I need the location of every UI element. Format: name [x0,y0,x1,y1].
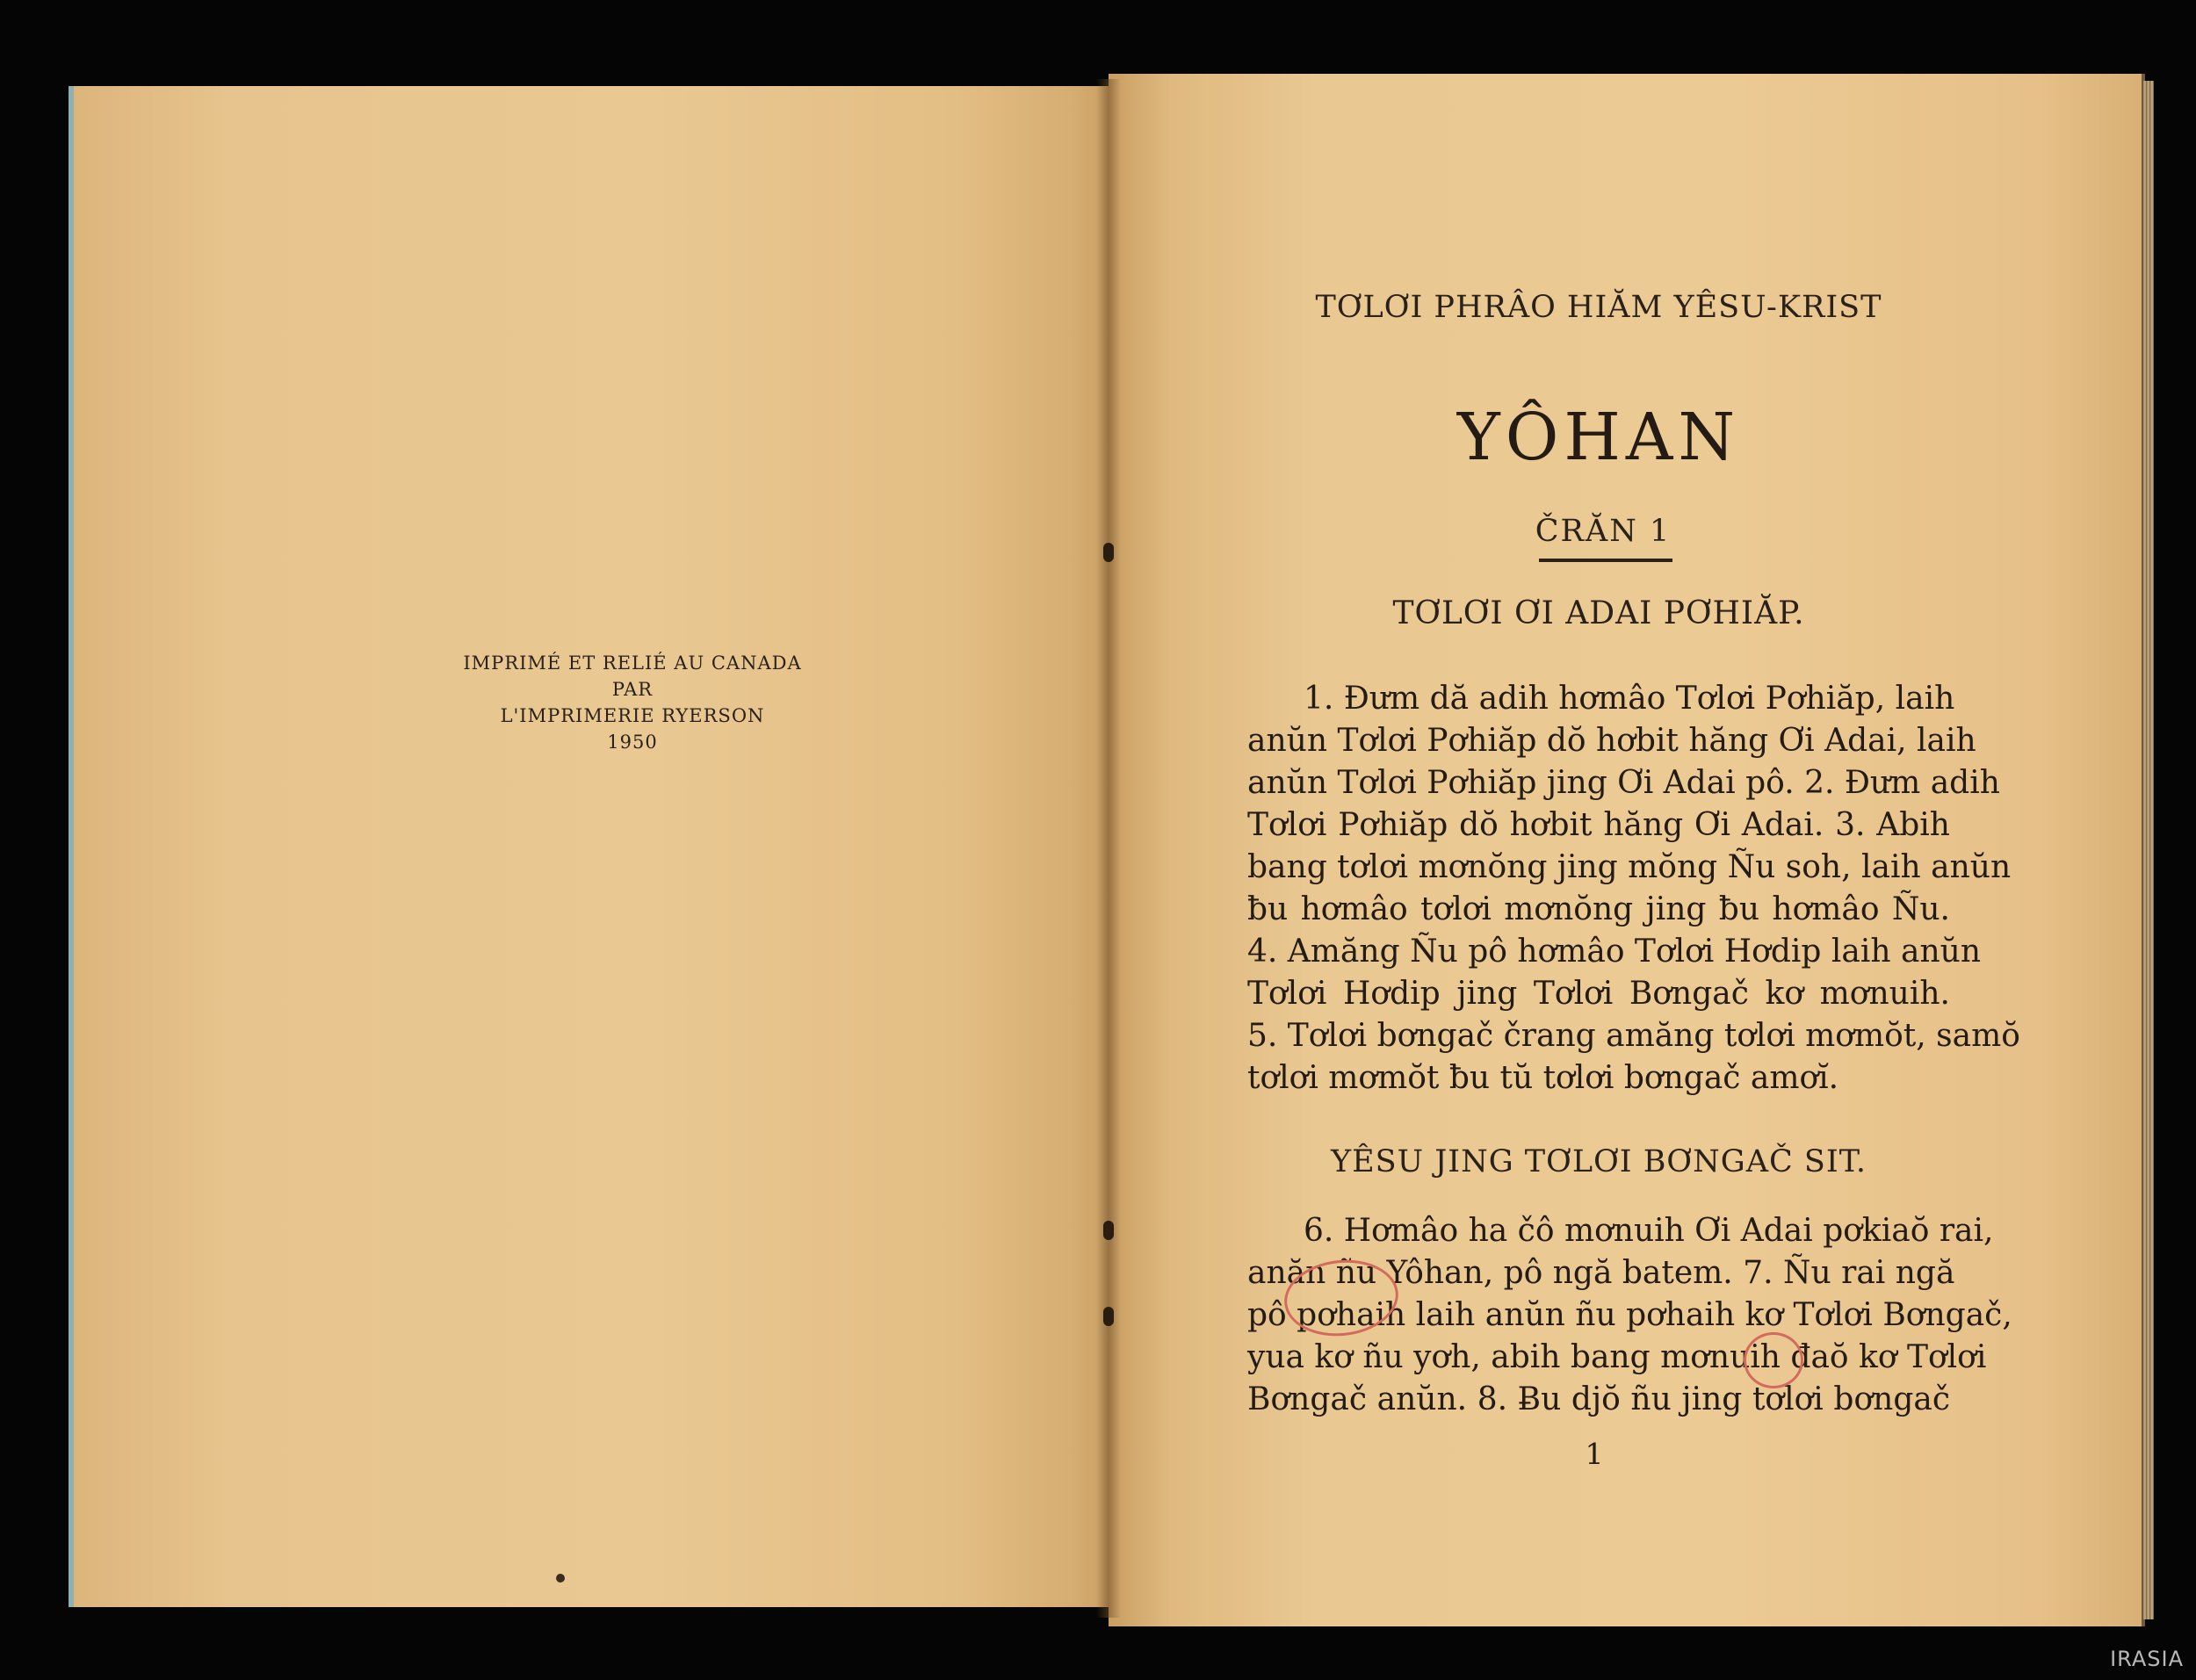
text-line: 4. Amăng Ñu pô hơmâo Tơlơi Hơdip laih anŭn [1247,934,1982,970]
text-line: tơlơi mơmŏt ƀu tŭ tơlơi bơngač amơĭ. [1247,1060,1839,1096]
text-line: yua kơ ñu yơh, abih bang mơnuih đaŏ kơ Tơlơi [1247,1339,1987,1375]
text-line: pô pơhaih laih anŭn ñu pơhaih kơ Tơlơi Bơngač, [1247,1297,2012,1333]
binding-hole [1103,1307,1114,1326]
imprint-line: 1950 [607,732,658,753]
paragraph-1 [1247,678,2020,1100]
running-header: TƠLƠI PHRÂO HIĂM YÊSU-KRIST [1315,290,1882,325]
section-heading: YÊSU JING TƠLƠI BƠNGAČ SIT. [1330,1144,1867,1179]
text-line: 5. Tơlơi bơngač črang amăng tơlơi mơmŏt, samŏ [1247,1018,2020,1054]
page-edges [2143,81,2154,1619]
ink-dot [556,1574,565,1583]
chapter-heading: ČRĂN 1 [1535,514,1672,549]
binding-hole [1103,1221,1114,1240]
binding-hole [1103,543,1114,562]
text-line: anŭn Tơlơi Pơhiăp dŏ hơbit hăng Ơi Adai, laih [1247,723,1976,759]
watermark: IRASIA [2110,1647,2184,1671]
book-spine [1096,79,1121,1618]
text-line: anŭn Tơlơi Pơhiăp jing Ơi Adai pô. 2. Đưm adih [1247,765,2000,801]
text-line: Bơngač anŭn. 8. Ƀu djŏ ñu jing tơlơi bơngač [1247,1381,1950,1417]
book-title: YÔHAN [1456,400,1741,475]
text-line: anăn ñu Yôhan, pô ngă batem. 7. Ñu rai ngă [1247,1255,1955,1291]
text-line: Tơlơi Hơdip jing Tơlơi Bơngač kơ mơnuih. [1247,976,1950,1012]
text-line: bang tơlơi mơnŏng jing mŏng Ñu soh, laih anŭn [1247,849,2012,885]
imprint-line: L'IMPRIMERIE RYERSON [500,705,765,726]
text-line: Tơlơi Pơhiăp dŏ hơbit hăng Ơi Adai. 3. Abih [1247,807,1950,843]
imprint-block [351,650,914,755]
text-line: 1. Đưm dă adih hơmâo Tơlơi Pơhiăp, laih [1304,681,1955,717]
left-page [69,86,1112,1607]
text-line: ƀu hơmâo tơlơi mơnŏng jing ƀu hơmâo Ñu. [1247,891,1950,927]
imprint-line: IMPRIMÉ ET RELIÉ AU CANADA [463,653,802,674]
section-heading: TƠLƠI ƠI ADAI PƠHIĂP. [1392,595,1805,631]
chapter-underline [1539,559,1672,562]
imprint-line: PAR [611,679,654,700]
page-number: 1 [1585,1437,1604,1471]
pen-circle-mark [1744,1332,1803,1388]
text-line: 6. Hơmâo ha čô mơnuih Ơi Adai pơkiaŏ rai, [1304,1213,1994,1249]
